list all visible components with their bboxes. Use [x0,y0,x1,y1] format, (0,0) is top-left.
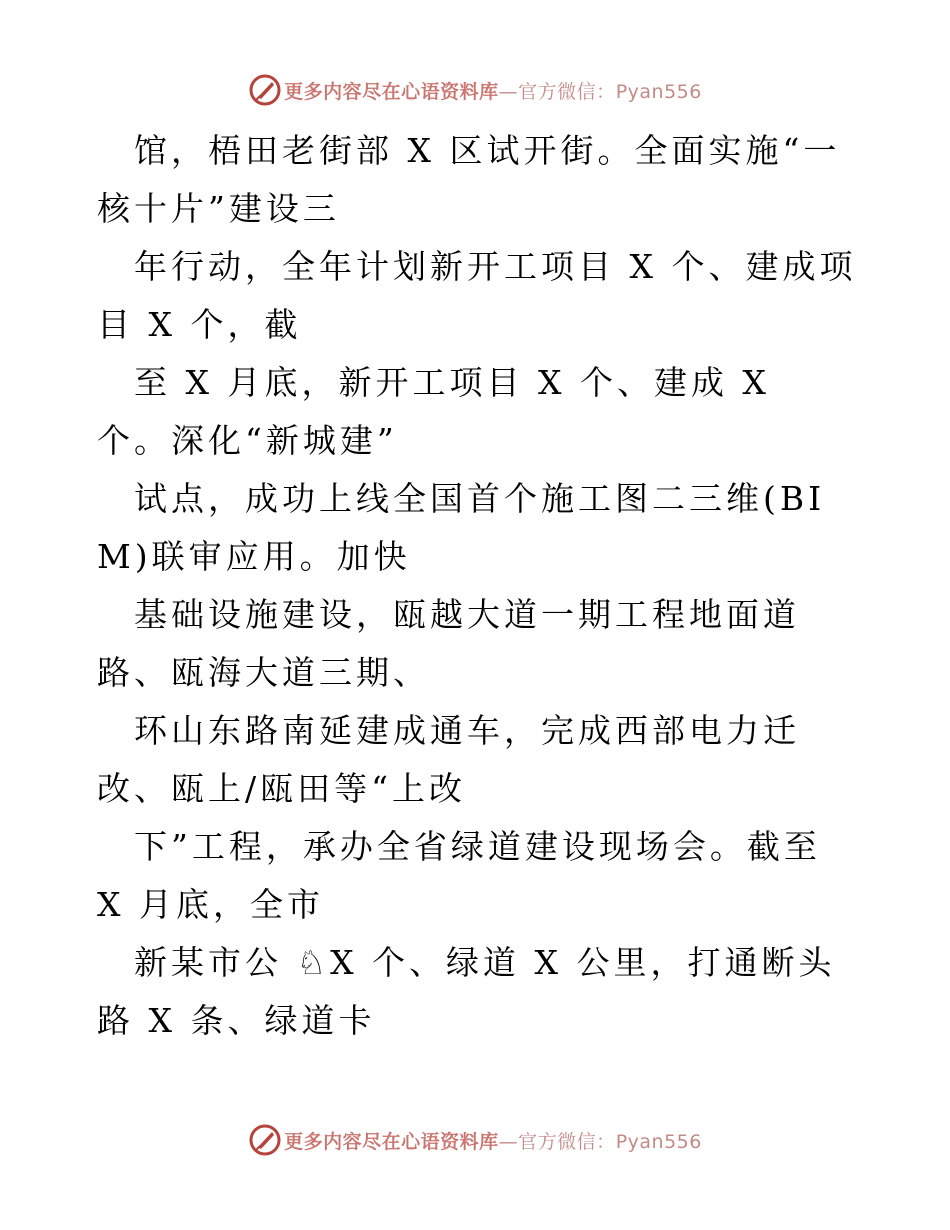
watermark-wechat-id: Pyan556 [615,80,702,103]
document-body [97,122,857,1050]
body-paragraph: 馆，梧田老街部 X 区试开街。全面实施“一核十片”建设三 [97,131,841,228]
watermark-wechat-label: 官方微信： [518,80,616,103]
watermark-main: 更多内容尽在心语资料库 [284,1130,499,1153]
body-paragraph: 至 X 月底，新开工项目 X 个、建成 X 个。深化“新城建” [97,363,785,460]
watermark-separator: — [498,1130,519,1153]
body-paragraph: 环山东路南延建成通车，完成西部电力迁改、瓯上/瓯田等“上改 [97,711,800,808]
body-paragraph: 年行动，全年计划新开工项目 X 个、建成项目 X 个，截 [97,247,857,344]
watermark-text [284,77,702,104]
body-paragraph: 试点，成功上线全国首个施工图二三维(BIM)联审应用。加快 [97,479,826,576]
body-paragraph: 基础设施建设，瓯越大道一期工程地面道路、瓯海大道三期、 [97,595,800,692]
watermark-main: 更多内容尽在心语资料库 [284,80,499,103]
watermark-wechat-id: Pyan556 [615,1130,702,1153]
body-paragraph: 新某市公 ♘X 个、绿道 X 公里，打通断头路 X 条、绿道卡 [97,943,836,1040]
watermark-text [284,1127,702,1154]
header-watermark [0,72,950,108]
quill-seal-icon [248,1123,282,1157]
footer-watermark [0,1122,950,1158]
watermark-wechat-label: 官方微信： [518,1130,616,1153]
body-paragraph: 下”工程，承办全省绿道建设现场会。截至 X 月底，全市 [97,827,836,924]
quill-seal-icon [248,73,282,107]
watermark-separator: — [498,80,519,103]
